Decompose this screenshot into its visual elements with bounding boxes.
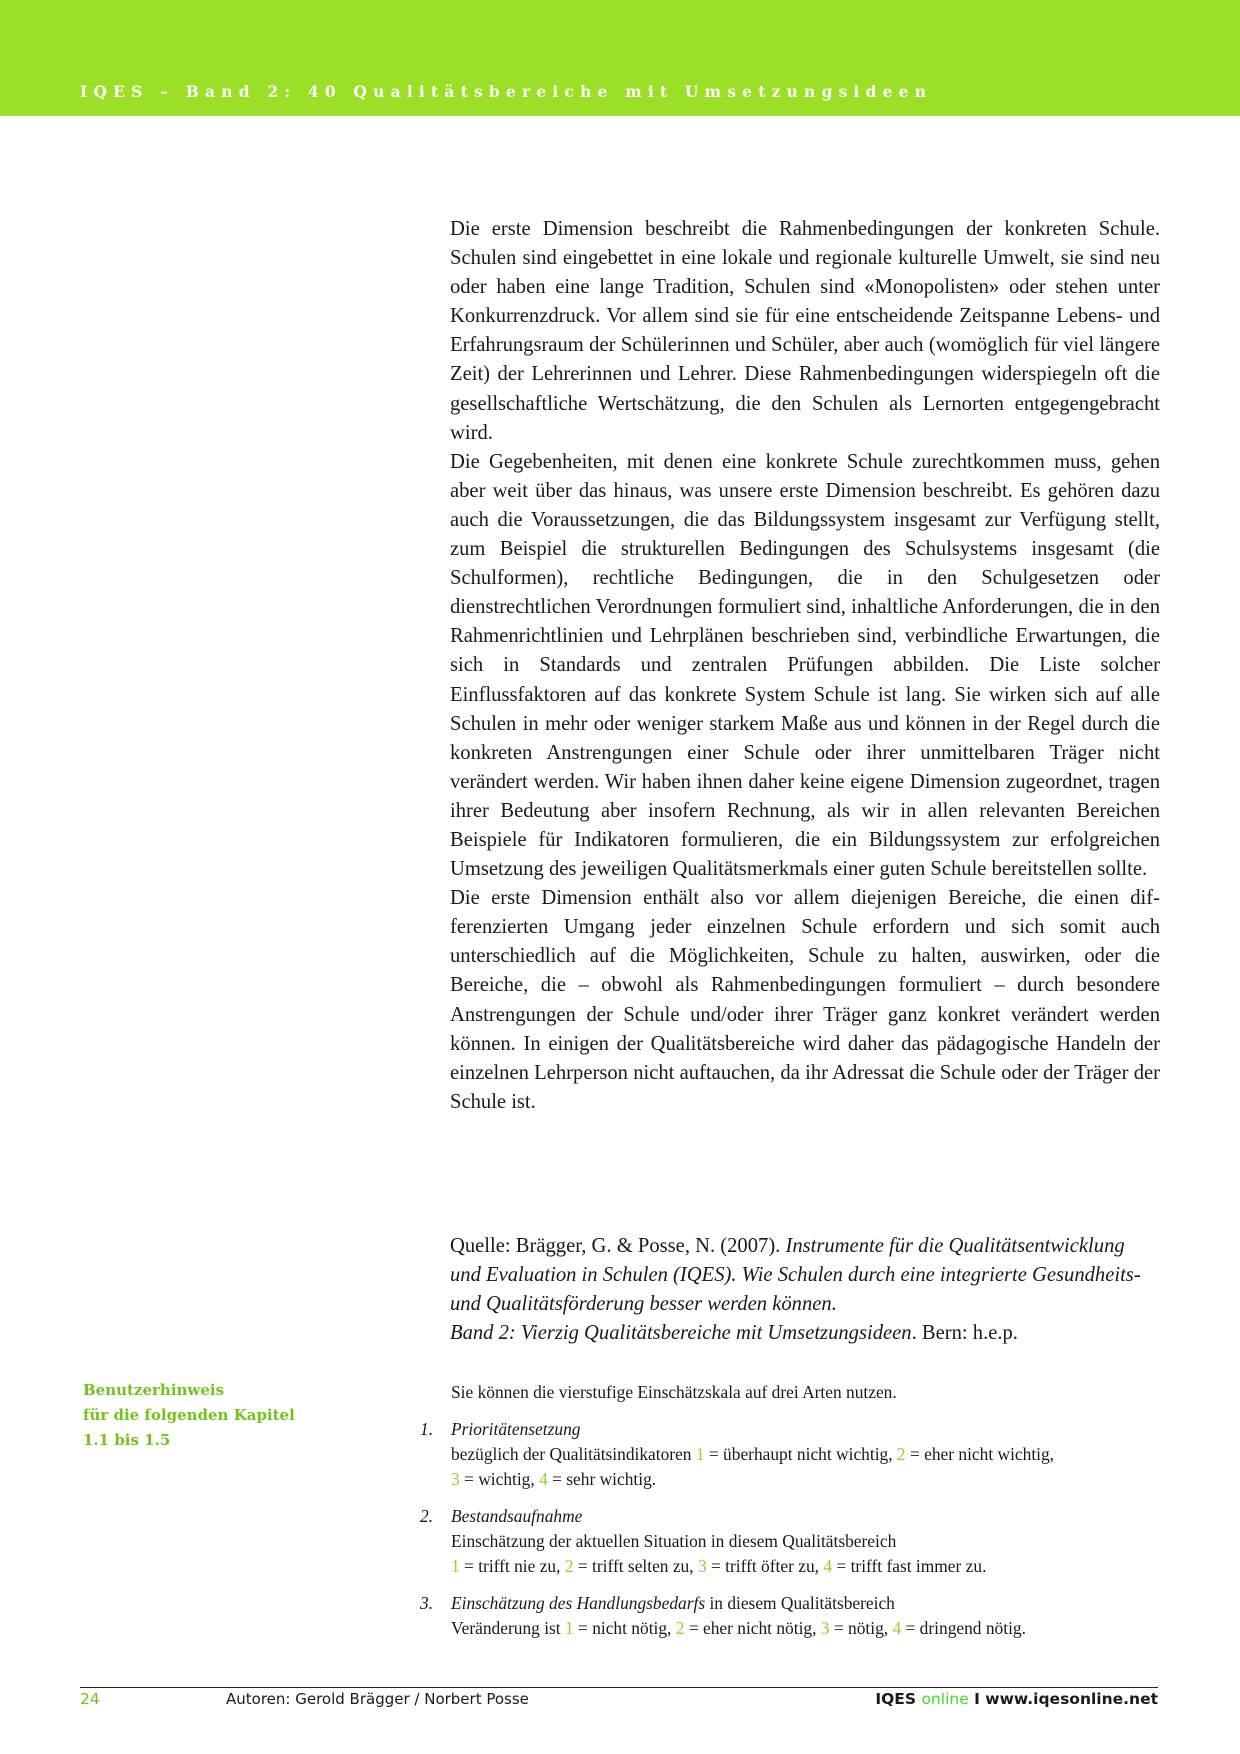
brand-online: online [921, 1690, 969, 1708]
scale-label: = sehr wichtig. [547, 1469, 657, 1489]
item-title: Bestandsaufnahme [451, 1506, 583, 1526]
scale-usage-item [420, 1417, 1160, 1492]
scale-usage-item [420, 1504, 1160, 1579]
brand-iqes: IQES [875, 1690, 922, 1708]
item-desc: Einschätzung der aktuellen Situation in diesem Qualitätsbereich [451, 1531, 897, 1551]
scale-value: 4 [892, 1618, 902, 1638]
scale-label: = trifft nie zu, [459, 1556, 565, 1576]
item-number: 1. [420, 1419, 434, 1439]
scale-value: 2 [896, 1444, 906, 1464]
paragraph: Die Gegebenheiten, mit denen eine konkrete Schule zurechtkommen muss, gehen aber weit über das hinaus, was unsere erste Dimension beschreibt. Es gehören dazu auch die Voraussetzungen, die das Bildungssystem insgesamt zur Verfügung stellt, zum Beispiel die strukturellen Bedingungen des Schulsystems insgesamt (die Schulformen), rechtliche Bedingungen, die in den Schulgesetzen oder dienstrechtlichen Verordnungen formuliert sind, inhaltliche Anforderungen, die in den Rahmenrichtlinien und Lehrplänen beschrieben sind, verbindliche Erwartungen, die sich in Standards und zentralen Prüfungen abbilden. Die Liste solcher Einflussfaktoren auf das konkrete System Schule ist lang. Sie wirken sich auf alle Schulen in mehr oder weniger starkem Maße aus und können in der Regel durch die konkreten Anstrengungen einer Schule oder ihrer unmittelbaren Träger nicht verändert werden. Wir haben ihnen daher keine eigene Dimension zugeordnet, tragen ihrer Bedeutung aber insofern Rechnung, als wir in allen relevanten Bereichen Beispiele für Indikatoren formulieren, die ein Bildungssystem zur erfolgreichen Umsetzung des jeweiligen Qualitätsmerkmals einer guten Schule bereitstellen sollte. [450, 450, 1160, 881]
scale-label: = trifft öfter zu, [706, 1556, 824, 1576]
source-citation [450, 1232, 1160, 1348]
running-header-title: IQES – Band 2: 40 Qualitätsbereiche mit Umsetzungsideen [80, 82, 933, 101]
scale-label: = trifft selten zu, [573, 1556, 698, 1576]
scale-value: 4 [823, 1556, 833, 1576]
scale-value: 2 [564, 1556, 574, 1576]
paragraph: Die erste Dimension beschreibt die Rahmenbedingungen der konkreten Schule. Schulen sind eingebettet in eine lokale und regionale kulturelle Umwelt, sie sind neu oder haben eine lange Tradition, Schulen sind «Monopolisten» oder stehen unter Konkurrenzdruck. Vor allem sind sie für eine entscheidende Zeitspanne Lebens- und Erfahrungsraum der Schülerinnen und Schüler, aber auch (womöglich für viel längere Zeit) der Lehrerinnen und Lehrer. Diese Rahmenbedingungen widerspiegeln oft die gesellschaftliche Wertschätzung, die den Schulen als Lernorten entgegengebracht wird. [450, 218, 1160, 444]
main-body-text [450, 215, 1160, 1117]
scale-value: 1 [695, 1444, 705, 1464]
user-note-heading [83, 1378, 295, 1453]
brand-url-link[interactable]: www.iqesonline.net [985, 1690, 1158, 1708]
scale-label: = trifft fast immer zu. [832, 1556, 987, 1576]
item-title: Prioritätensetzung [451, 1419, 581, 1439]
user-note-line: 1.1 bis 1.5 [83, 1431, 171, 1449]
item-title: Einschätzung des Handlungsbedarfs [451, 1593, 706, 1613]
user-note-line: für die folgenden Kapitel [83, 1406, 295, 1424]
scale-label: = überhaupt nicht wichtig, [704, 1444, 897, 1464]
header-band [0, 0, 1240, 116]
citation-prefix: Quelle: Brägger, G. & Posse, N. (2007). [450, 1235, 786, 1257]
scale-label: = eher nicht wichtig, [905, 1444, 1055, 1464]
scale-label: = wichtig, [459, 1469, 540, 1489]
footer-divider [80, 1687, 1158, 1688]
user-note-line: Benutzerhinweis [83, 1381, 225, 1399]
scale-value: 1 [564, 1618, 574, 1638]
item-desc: bezüglich der Qualitätsindikatoren [451, 1444, 696, 1464]
scale-label: = eher nicht nötig, [684, 1618, 821, 1638]
brand-separator: I [968, 1690, 986, 1708]
citation-publisher: . Bern: h.e.p. [911, 1322, 1018, 1345]
item-number: 3. [420, 1593, 434, 1613]
citation-title: Instrumente für die Qualitätsentwicklung und Evaluation in Schulen (IQES). Wie Schulen durch eine integrierte Gesundheits- und Qualitätsförderung besser werden können. [450, 1235, 1141, 1316]
scale-value: 4 [539, 1469, 548, 1489]
paragraph: Die erste Dimension enthält also vor allem diejenigen Bereiche, die einen differenzierten Umgang jeder einzelnen Schule erfordern und sich somit auch unterschiedlich auf die Möglichkeiten, Schule zu halten, auswirken, oder die Bereiche, die – obwohl als Rahmenbedingungen formuliert – durch besondere Anstrengungen der Schule und/oder ihrer Träger ganz konkret verändert werden können. In einigen der Qualitätsbereiche wird daher das pädagogische Handeln der einzelnen Lehrperson nicht auftauchen, da ihr Adressat die Schule oder der Träger der Schule ist. [450, 887, 1160, 1113]
scale-intro: Sie können die vierstufige Einschätzskala auf drei Arten nutzen. [451, 1382, 897, 1402]
scale-usage-item [420, 1591, 1160, 1641]
scale-value: 2 [675, 1618, 685, 1638]
scale-value: 3 [451, 1469, 460, 1489]
item-number: 2. [420, 1506, 434, 1526]
item-title-suffix: in diesem Qualitätsbereich [705, 1593, 895, 1613]
footer-authors: Autoren: Gerold Brägger / Norbert Posse [226, 1690, 529, 1708]
citation-band: Band 2: Vierzig Qualitätsbereiche mit Umsetzungsideen [450, 1322, 912, 1345]
item-desc: Veränderung ist [451, 1618, 565, 1638]
footer-brand [875, 1690, 1158, 1708]
scale-usage-list [420, 1380, 1160, 1653]
scale-label: = dringend nötig. [901, 1618, 1026, 1638]
scale-value: 1 [451, 1556, 460, 1576]
scale-label: = nötig, [829, 1618, 893, 1638]
page-number: 24 [80, 1690, 100, 1708]
scale-value: 3 [820, 1618, 830, 1638]
scale-label: = nicht nötig, [573, 1618, 676, 1638]
scale-value: 3 [697, 1556, 707, 1576]
